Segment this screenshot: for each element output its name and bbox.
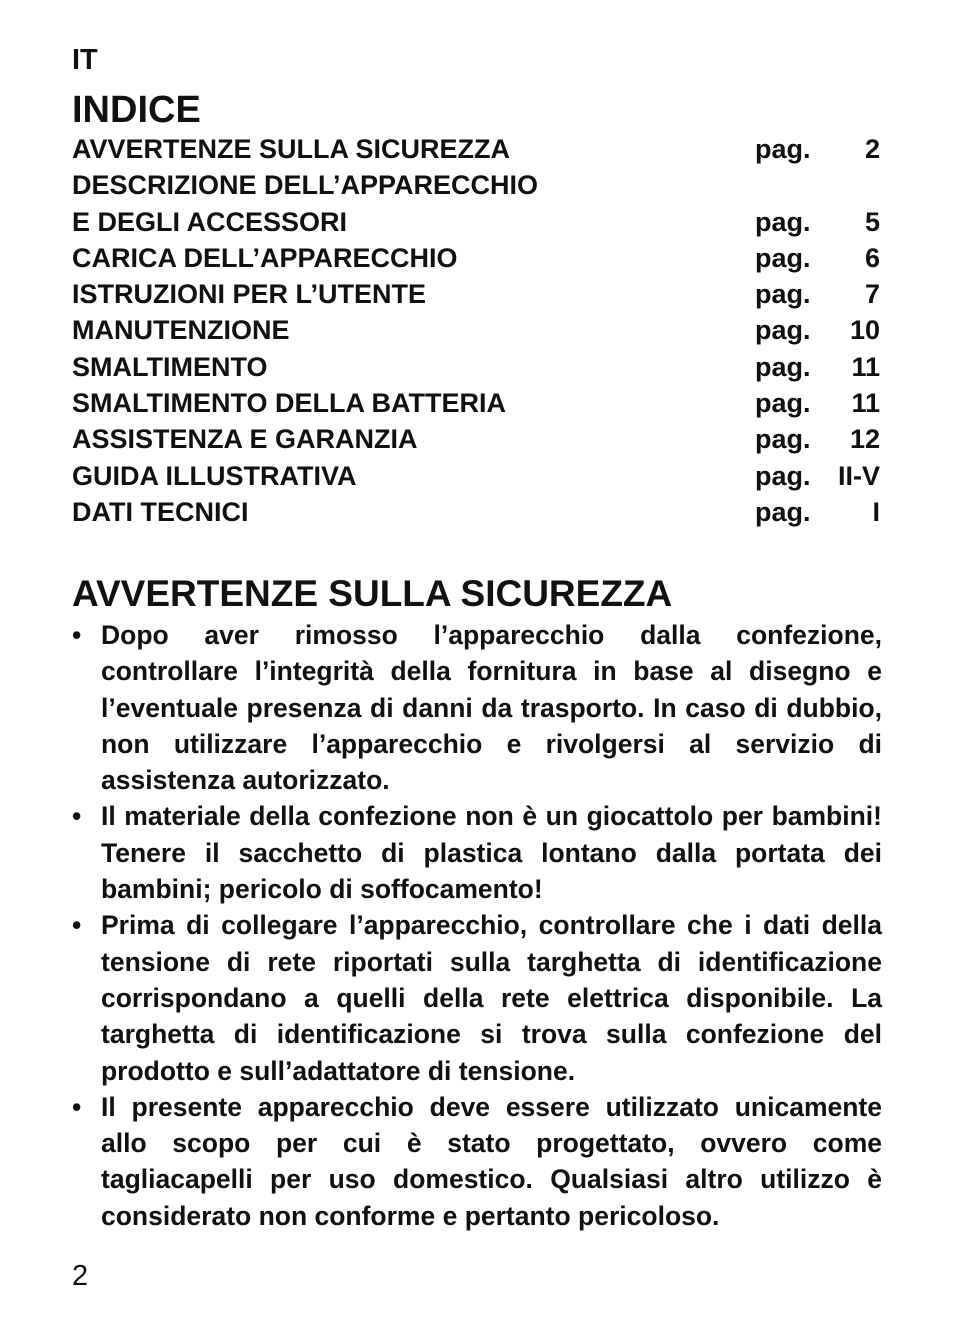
toc-entry-page: 10 — [849, 315, 880, 346]
toc-entry — [72, 312, 882, 348]
toc-entry-label: MANUTENZIONE — [72, 315, 290, 346]
safety-warning-item — [72, 907, 882, 1088]
toc-entry-label: DESCRIZIONE DELL’APPARECCHIO — [72, 170, 539, 201]
toc-entry-page: 12 — [849, 424, 880, 455]
language-code: IT — [72, 44, 98, 76]
bullet-icon: • — [72, 1091, 82, 1122]
toc-entry-pag: pag. — [755, 388, 811, 419]
toc-entry-pag: pag. — [755, 242, 811, 273]
safety-warning-item — [72, 617, 882, 798]
safety-warnings-list — [72, 617, 882, 1234]
bullet-icon: • — [72, 620, 82, 650]
safety-warning-item — [72, 1089, 882, 1234]
toc-entry-label: E DEGLI ACCESSORI — [72, 206, 348, 237]
toc-entry-pag: pag. — [755, 496, 811, 527]
safety-warning-text: Il presente apparecchio deve essere utilizzato unicamente allo scopo per cui è stato progettato, ovvero come tagliacapelli per uso domestico. Qualsiasi altro utilizzo è considerato non conforme e pertanto pericoloso. — [101, 1091, 882, 1231]
toc-entry-page: 5 — [864, 206, 880, 237]
toc-entry — [72, 240, 882, 276]
toc-entry-page: II-V — [837, 460, 880, 491]
safety-warning-text: Dopo aver rimosso l’apparecchio dalla confezione, controllare l’integrità della fornitura in base al disegno e l’eventuale presenza di danni da trasporto. In caso di dubbio, non utilizzare l’apparecchio e rivolgersi al servizio di assistenza autorizzato. — [101, 620, 882, 796]
toc-entry — [72, 204, 882, 240]
toc-entry-label: ASSISTENZA E GARANZIA — [72, 424, 418, 455]
safety-warning-item — [72, 798, 882, 907]
safety-section-title: AVVERTENZE SULLA SICUREZZA — [72, 573, 673, 614]
safety-warning-text: Prima di collegare l’apparecchio, controllare che i dati della tensione di rete riportati sulla targhetta di identificazione corrispondano a quelli della rete elettrica disponibile. La targhetta di identificazione si trova sulla confezione del prodotto e sull’adattatore di tensione. — [101, 910, 882, 1086]
manual-page — [72, 0, 882, 1336]
toc-entry-page: 2 — [864, 134, 880, 164]
toc-entry-pag: pag. — [755, 315, 811, 346]
toc-entry — [72, 385, 882, 421]
toc-entry-pag: pag. — [755, 134, 811, 164]
toc-entry-label: CARICA DELL’APPARECCHIO — [72, 242, 458, 273]
safety-warning-text: Il materiale della confezione non è un giocattolo per bambini! Tenere il sacchetto di plastica lontano dalla portata dei bambini; pericolo di soffocamento! — [101, 801, 882, 905]
toc-entry — [72, 421, 882, 457]
toc-entry-page: I — [872, 496, 880, 527]
toc-entry-label: AVVERTENZE SULLA SICUREZZA — [72, 134, 511, 164]
toc-entry-pag: pag. — [755, 206, 811, 237]
toc-entry-pag: pag. — [755, 279, 811, 310]
table-of-contents — [72, 131, 882, 530]
toc-entry-page: 11 — [851, 388, 880, 419]
toc-title: INDICE — [72, 89, 201, 131]
toc-entry-label: ISTRUZIONI PER L’UTENTE — [72, 279, 427, 310]
toc-entry-pag: pag. — [755, 351, 811, 382]
toc-entry-label: GUIDA ILLUSTRATIVA — [72, 460, 357, 491]
bullet-icon: • — [72, 801, 82, 832]
toc-entry — [72, 276, 882, 312]
page-number: 2 — [72, 1260, 89, 1292]
toc-entry — [72, 131, 882, 167]
toc-entry-label: SMALTIMENTO — [72, 351, 268, 382]
toc-entry-pag: pag. — [755, 460, 811, 491]
toc-entry — [72, 349, 882, 385]
toc-entry — [72, 458, 882, 494]
toc-entry-pag: pag. — [755, 424, 811, 455]
toc-entry-page: 7 — [864, 279, 880, 310]
toc-entry-label: DATI TECNICI — [72, 496, 249, 527]
toc-entry — [72, 167, 882, 203]
toc-entry-label: SMALTIMENTO DELLA BATTERIA — [72, 388, 506, 419]
toc-entry-page: 11 — [851, 351, 880, 382]
bullet-icon: • — [72, 910, 82, 941]
toc-entry-page: 6 — [864, 242, 880, 273]
toc-entry — [72, 494, 882, 530]
